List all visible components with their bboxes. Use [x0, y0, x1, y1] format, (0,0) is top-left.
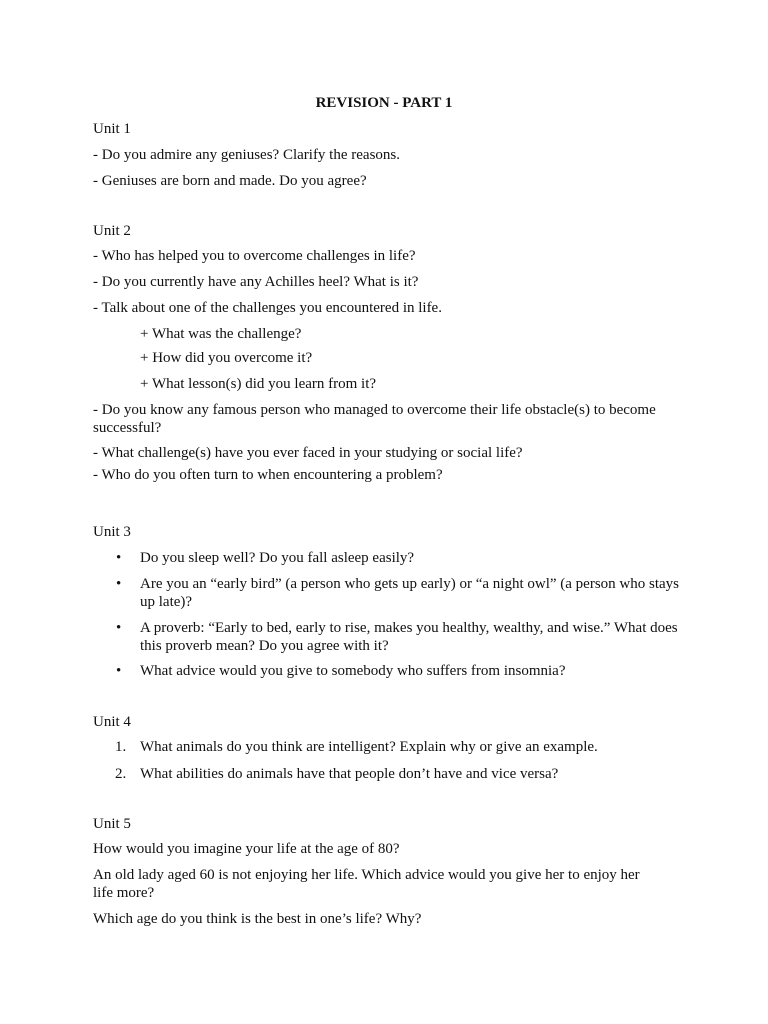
unit-2-subquestion: + What lesson(s) did you learn from it? [140, 376, 377, 392]
unit-3-item: Do you sleep well? Do you fall asleep easily? [140, 550, 415, 566]
unit-3-item: A proverb: “Early to bed, early to rise, makes you healthy, wealthy, and wise.” What does this proverb mean? Do you agree with it? [140, 620, 678, 654]
bullet-icon: • [116, 663, 122, 679]
unit-2-subquestion: + What was the challenge? [140, 326, 302, 342]
unit-2-question: - Who do you often turn to when encountering a problem? [93, 467, 443, 483]
unit-2-question: - Do you know any famous person who managed to overcome their life obstacle(s) to become successful? [93, 402, 656, 436]
bullet-icon: • [116, 620, 122, 636]
unit-2-subquestion: + How did you overcome it? [140, 350, 313, 366]
unit-1-question: - Geniuses are born and made. Do you agree? [93, 173, 367, 189]
unit-5-question: Which age do you think is the best in one’s life? Why? [93, 911, 422, 927]
list-number: 1. [115, 739, 127, 755]
document-title: REVISION - PART 1 [315, 95, 453, 111]
unit-1-question: - Do you admire any geniuses? Clarify the reasons. [93, 147, 400, 163]
list-number: 2. [115, 766, 127, 782]
unit-1-heading: Unit 1 [93, 121, 131, 137]
unit-4-item: What animals do you think are intelligent? Explain why or give an example. [140, 739, 598, 755]
bullet-icon: • [116, 576, 122, 592]
unit-3-item: What advice would you give to somebody who suffers from insomnia? [140, 663, 566, 679]
unit-3-heading: Unit 3 [93, 524, 131, 540]
unit-2-question: - Talk about one of the challenges you encountered in life. [93, 300, 442, 316]
unit-2-question: - Who has helped you to overcome challenges in life? [93, 248, 416, 264]
unit-3-item: Are you an “early bird” (a person who gets up early) or “a night owl” (a person who stays up late)? [140, 576, 679, 610]
unit-4-heading: Unit 4 [93, 714, 131, 730]
unit-5-question: How would you imagine your life at the age of 80? [93, 841, 400, 857]
unit-5-heading: Unit 5 [93, 816, 131, 832]
bullet-icon: • [116, 550, 122, 566]
unit-2-question: - Do you currently have any Achilles heel? What is it? [93, 274, 419, 290]
unit-4-item: What abilities do animals have that people don’t have and vice versa? [140, 766, 559, 782]
unit-2-heading: Unit 2 [93, 223, 131, 239]
unit-2-question: - What challenge(s) have you ever faced in your studying or social life? [93, 445, 523, 461]
unit-5-question: An old lady aged 60 is not enjoying her life. Which advice would you give her to enjoy her life more? [93, 867, 640, 901]
